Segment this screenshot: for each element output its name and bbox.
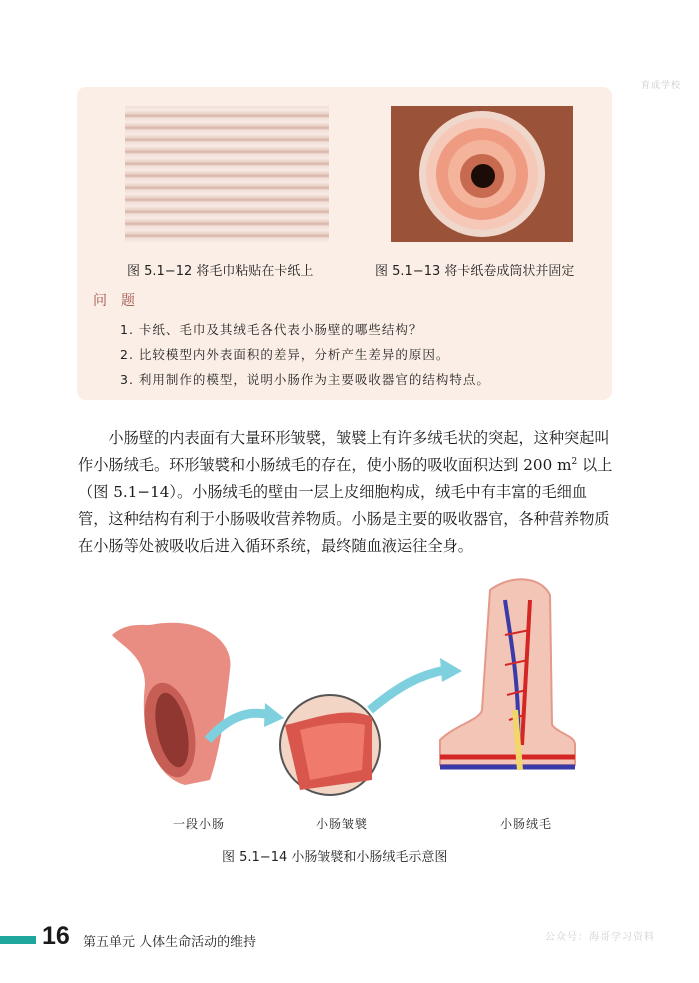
label-intestinal-villus: 小肠绒毛 [500, 817, 553, 831]
chapter-title: 第五单元 人体生命活动的维持 [83, 935, 257, 950]
intestine-diagram [0, 575, 699, 815]
superscript-2: 2 [571, 456, 578, 467]
question-item: 2. 比较模型内外表面积的差异，分析产生差异的原因。 [120, 347, 450, 362]
questions-title: 问题 [93, 293, 149, 309]
corner-mark: 育成学校 [640, 81, 681, 91]
figure-5-1-14 [0, 575, 699, 875]
page-number: 16 [42, 922, 70, 950]
body-text-part1: 小肠壁的内表面有大量环形皱襞，皱襞上有许多绒毛状的突起，这种突起叫作小肠绒毛。环形皱襞和小肠绒毛的存在，使小肠的吸收面积达到 200 m [78, 429, 610, 474]
activity-box [77, 87, 612, 400]
figure-5-1-12-caption: 图 5.1−12 将毛巾粘贴在卡纸上 [127, 264, 314, 279]
question-item: 1. 卡纸、毛巾及其绒毛各代表小肠壁的哪些结构？ [120, 322, 423, 337]
rolled-card-illustration [391, 106, 573, 242]
rolled-card-photo [391, 106, 573, 242]
label-intestinal-fold: 小肠皱襞 [316, 817, 369, 831]
body-paragraph [78, 425, 614, 560]
footer-accent-bar [0, 936, 36, 944]
question-item: 3. 利用制作的模型，说明小肠作为主要吸收器官的结构特点。 [120, 372, 490, 387]
figure-5-1-14-caption: 图 5.1−14 小肠皱襞和小肠绒毛示意图 [222, 850, 448, 865]
label-small-intestine-segment: 一段小肠 [173, 817, 226, 831]
towel-on-card-photo [125, 106, 329, 242]
figure-5-1-13-caption: 图 5.1−13 将卡纸卷成筒状并固定 [375, 264, 575, 279]
body-text-part2: 以上（图 5.1−14）。小肠绒毛的壁由一层上皮细胞构成，绒毛中有丰富的毛细血管，这种结构有利于小肠吸收营养物质。小肠是主要的吸收器官，各种营养物质在小肠等处被吸收后进入循环系统，最终随血液运往全身。 [78, 456, 613, 555]
watermark: 公众号：海哥学习资料 [545, 932, 655, 943]
